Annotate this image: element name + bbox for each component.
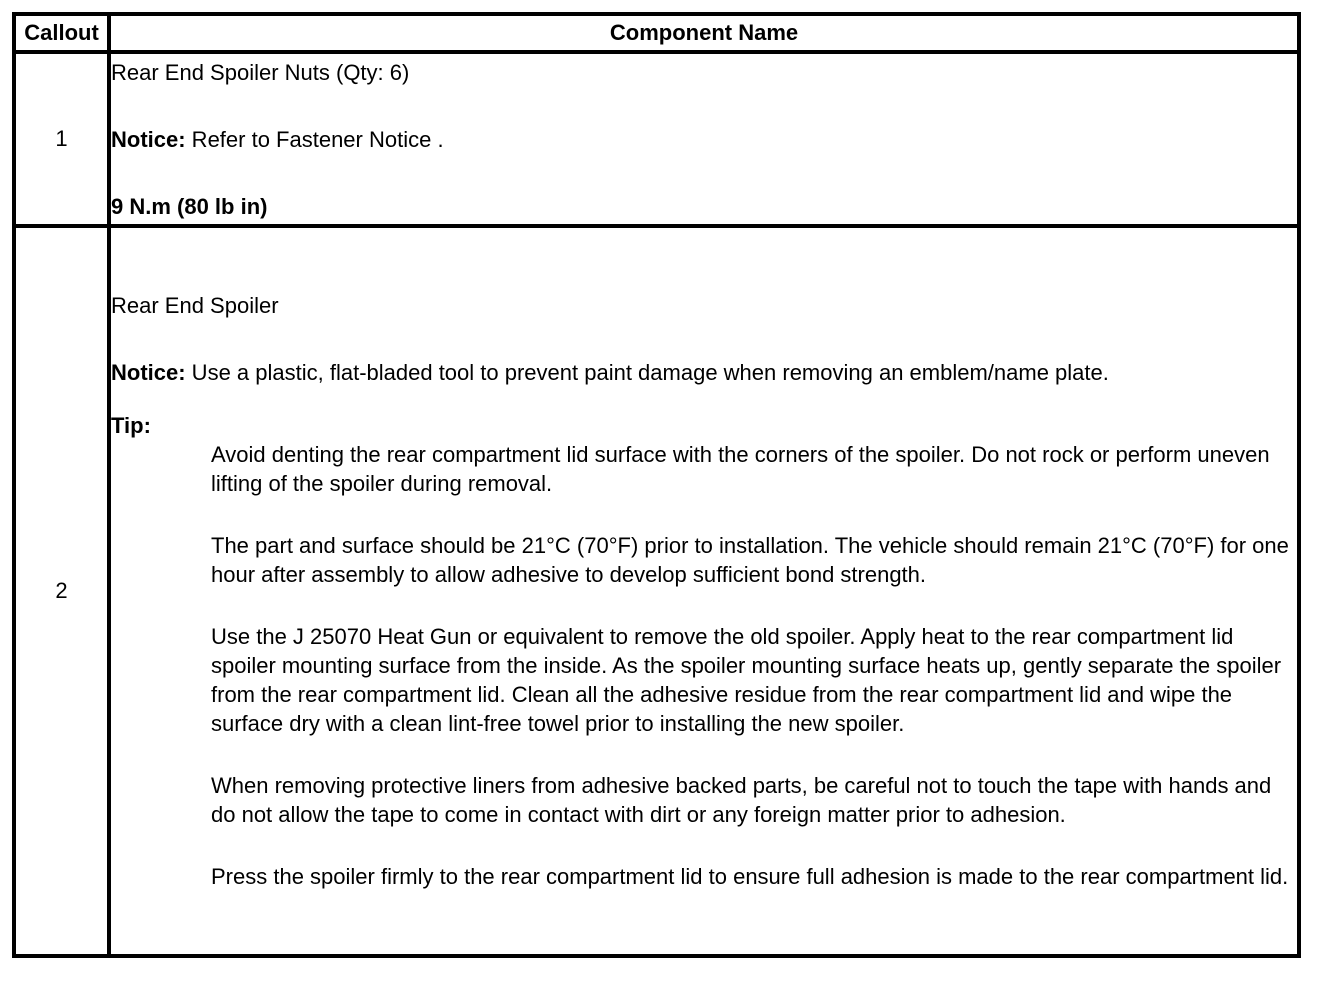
notice-text: Use a plastic, flat-bladed tool to prevent paint damage when removing an emblem/name plate. xyxy=(185,360,1109,385)
tip-paragraph: The part and surface should be 21°C (70°F) prior to installation. The vehicle should remain 21°C (70°F) for one hour after assembly to allow adhesive to develop sufficient bond strength. xyxy=(211,533,1289,587)
component-cell xyxy=(109,226,1299,956)
component-name: Rear End Spoiler xyxy=(111,293,279,318)
notice xyxy=(111,358,1297,387)
torque-spec: 9 N.m (80 lb in) xyxy=(111,193,268,219)
tip-paragraph: Avoid denting the rear compartment lid surface with the corners of the spoiler. Do not rock or perform uneven lifting of the spoiler during removal. xyxy=(211,442,1270,496)
tip-label: Tip: xyxy=(111,413,151,438)
tip-list xyxy=(111,440,1297,891)
table-row xyxy=(14,226,1299,956)
tip-paragraph: Use the J 25070 Heat Gun or equivalent to remove the old spoiler. Apply heat to the rear compartment lid spoiler mounting surface from the inside. As the spoiler mounting surface heats up, gently separate the spoiler from the rear compartment lid. Clean all the adhesive residue from the rear compartment lid and wipe the surface dry with a clean lint-free towel prior to installing the new spoiler. xyxy=(211,624,1282,736)
component-name: Rear End Spoiler Nuts (Qty: 6) xyxy=(111,59,410,85)
component-cell xyxy=(109,52,1299,226)
callout-number: 1 xyxy=(14,52,109,226)
notice-text: Refer to Fastener Notice . xyxy=(185,126,444,152)
tip-paragraph: Press the spoiler firmly to the rear compartment lid to ensure full adhesion is made to the rear compartment lid. xyxy=(211,864,1289,889)
callout-header: Callout xyxy=(14,14,109,52)
notice-label: Notice: xyxy=(111,126,186,152)
callout-number: 2 xyxy=(14,226,109,956)
notice-label: Notice: xyxy=(111,360,186,385)
table-header-row xyxy=(14,14,1299,52)
component-name-header: Component Name xyxy=(109,14,1299,52)
table-row xyxy=(14,52,1299,226)
notice xyxy=(111,125,1297,154)
tip-paragraph: When removing protective liners from adhesive backed parts, be careful not to touch the tape with hands and do not allow the tape to come in contact with dirt or any foreign matter prior to adhesion. xyxy=(211,773,1272,827)
component-table xyxy=(12,12,1301,958)
